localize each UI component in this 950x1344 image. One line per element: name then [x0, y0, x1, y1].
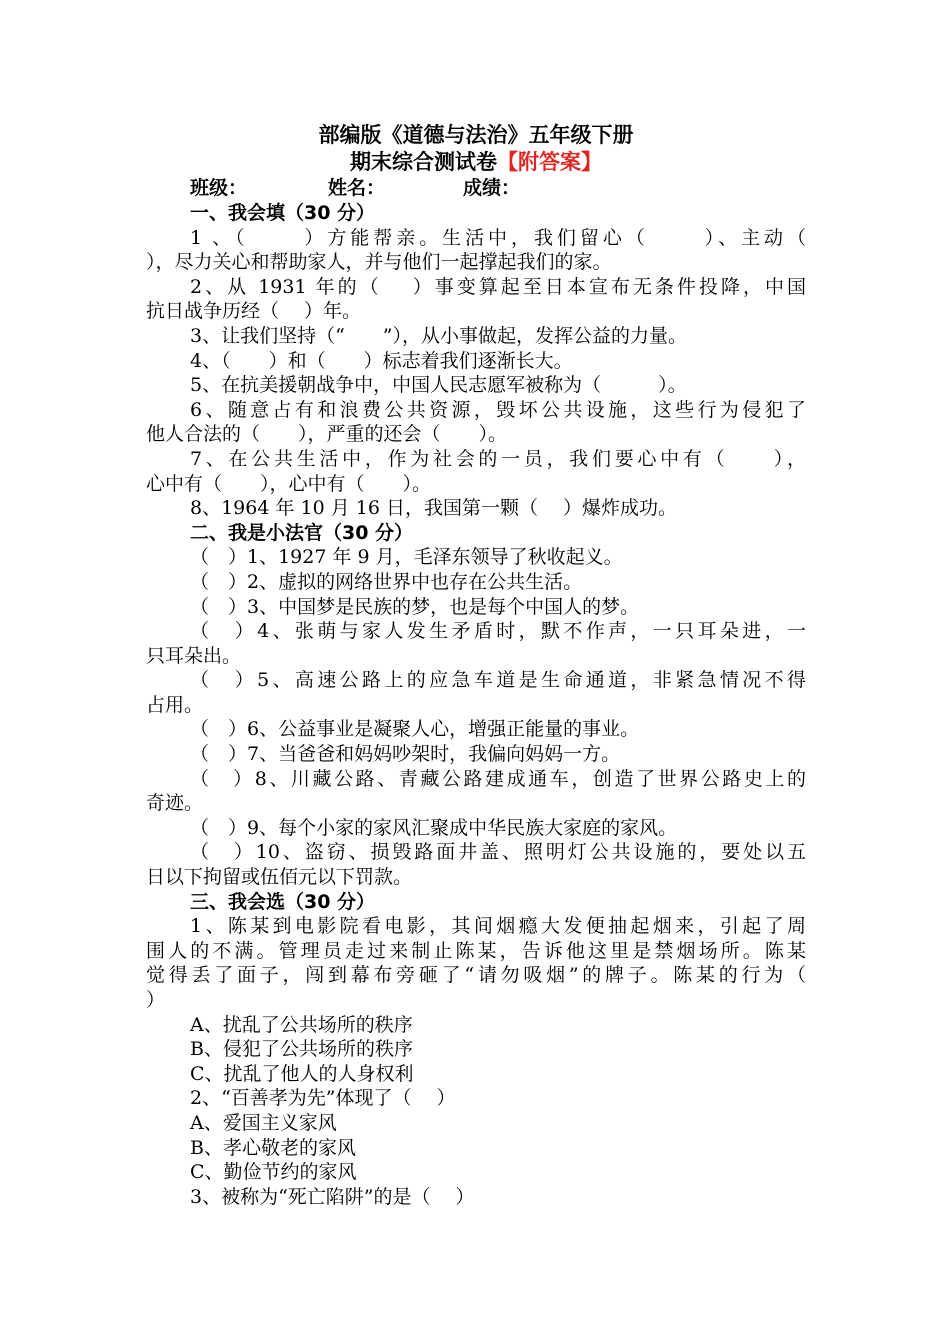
- s1-line: 6、随意占有和浪费公共资源，毁坏公共设施，这些行为侵犯了: [190, 398, 806, 421]
- s3-line: 2、“百善孝为先”体现了（ ）: [190, 1087, 456, 1110]
- s1-line: 他人合法的（ ），严重的还会（ ）。: [146, 423, 508, 446]
- s1-line: 7、在公共生活中，作为社会的一员，我们要心中有（ ），: [190, 447, 806, 470]
- section-3-heading: 三、我会选（30 分）: [190, 890, 376, 913]
- s1-line: 8、1964 年 10 月 16 日，我国第一颗（ ）爆炸成功。: [190, 497, 678, 520]
- s2-line: （ ）9、每个小家的家风汇聚成中华民族大家庭的家风。: [190, 816, 678, 839]
- s2-line: （ ）10、盗窃、损毁路面井盖、照明灯公共设施的，要处以五: [190, 841, 806, 864]
- s2-line: 奇迹。: [146, 792, 204, 815]
- section-1-heading: 一、我会填（30 分）: [190, 202, 376, 224]
- s2-line: （ ）8、川藏公路、青藏公路建成通车，创造了世界公路史上的: [190, 767, 806, 790]
- s3-option: A、爱国主义家风: [190, 1111, 337, 1134]
- s1-line: ），尽力关心和帮助家人，并与他们一起撑起我们的家。: [146, 251, 612, 274]
- s2-line: （ ）4、张萌与家人发生矛盾时，默不作声，一只耳朵进，一: [190, 620, 806, 643]
- s2-line: 占用。: [146, 693, 204, 716]
- s2-line: （ ）3、中国梦是民族的梦，也是每个中国人的梦。: [190, 595, 640, 618]
- score-label: 成绩：: [463, 177, 521, 199]
- title-line-2: [146, 149, 806, 176]
- s3-line: 3、被称为“死亡陷阱”的是（ ）: [190, 1185, 475, 1208]
- s2-line: （ ）2、虚拟的网络世界中也存在公共生活。: [190, 570, 583, 593]
- class-label: 班级：: [190, 177, 248, 199]
- title-line-1: 部编版《道德与法治》五年级下册: [318, 123, 634, 147]
- s3-option: B、侵犯了公共场所的秩序: [190, 1038, 413, 1061]
- section-2-heading: 二、我是小法官（30 分）: [190, 521, 414, 544]
- s1-line: 2、从 1931 年的（ ）事变算起至日本宣布无条件投降，中国: [190, 275, 806, 298]
- s2-line: 日以下拘留或伍佰元以下罚款。: [146, 866, 413, 889]
- s1-line: 1 、（ ）方能帮亲。生活中，我们留心（ ）、主动（: [190, 226, 806, 249]
- document-body: [146, 122, 806, 1209]
- s3-option: C、扰乱了他人的人身权利: [190, 1062, 414, 1085]
- s3-line: ）: [146, 989, 166, 1011]
- s2-line: （ ）1、1927 年 9 月，毛泽东领导了秋收起义。: [190, 546, 623, 569]
- s2-line: 只耳朵出。: [146, 644, 242, 667]
- s1-line: 5、在抗美援朝战争中，中国人民志愿军被称为（ ）。: [190, 374, 687, 397]
- s3-line: 1、陈某到电影院看电影，其间烟瘾大发便抽起烟来，引起了周: [190, 915, 806, 938]
- s3-line: 围人的不满。管理员走过来制止陈某，告诉他这里是禁烟场所。陈某: [146, 939, 806, 962]
- s2-line: （ ）5、高速公路上的应急车道是生命通道，非紧急情况不得: [190, 669, 806, 692]
- s1-line: 4、（ ）和（ ）标志着我们逐渐长大。: [190, 349, 573, 372]
- s2-line: （ ）7、当爸爸和妈妈吵架时，我偏向妈妈一方。: [190, 743, 621, 766]
- name-label: 姓名：: [328, 177, 386, 199]
- student-info-row: [146, 176, 806, 201]
- s1-line: 抗日战争历经（ ）年。: [146, 300, 362, 323]
- answer-tag: 【附答案】: [497, 150, 602, 174]
- s1-line: 3、让我们坚持（“ ”），从小事做起，发挥公益的力量。: [190, 324, 688, 347]
- s3-option: A、扰乱了公共场所的秩序: [190, 1013, 413, 1036]
- s3-line: 觉得丢了面子，闯到幕布旁砸了“请勿吸烟”的牌子。陈某的行为（: [146, 964, 806, 987]
- title-main: 期末综合测试卷: [350, 150, 497, 174]
- s3-option: B、孝心敬老的家风: [190, 1136, 356, 1159]
- s3-option: C、勤俭节约的家风: [190, 1161, 357, 1184]
- s2-line: （ ）6、公益事业是凝聚人心，增强正能量的事业。: [190, 718, 640, 741]
- s1-line: 心中有（ ），心中有（ ）。: [146, 472, 432, 495]
